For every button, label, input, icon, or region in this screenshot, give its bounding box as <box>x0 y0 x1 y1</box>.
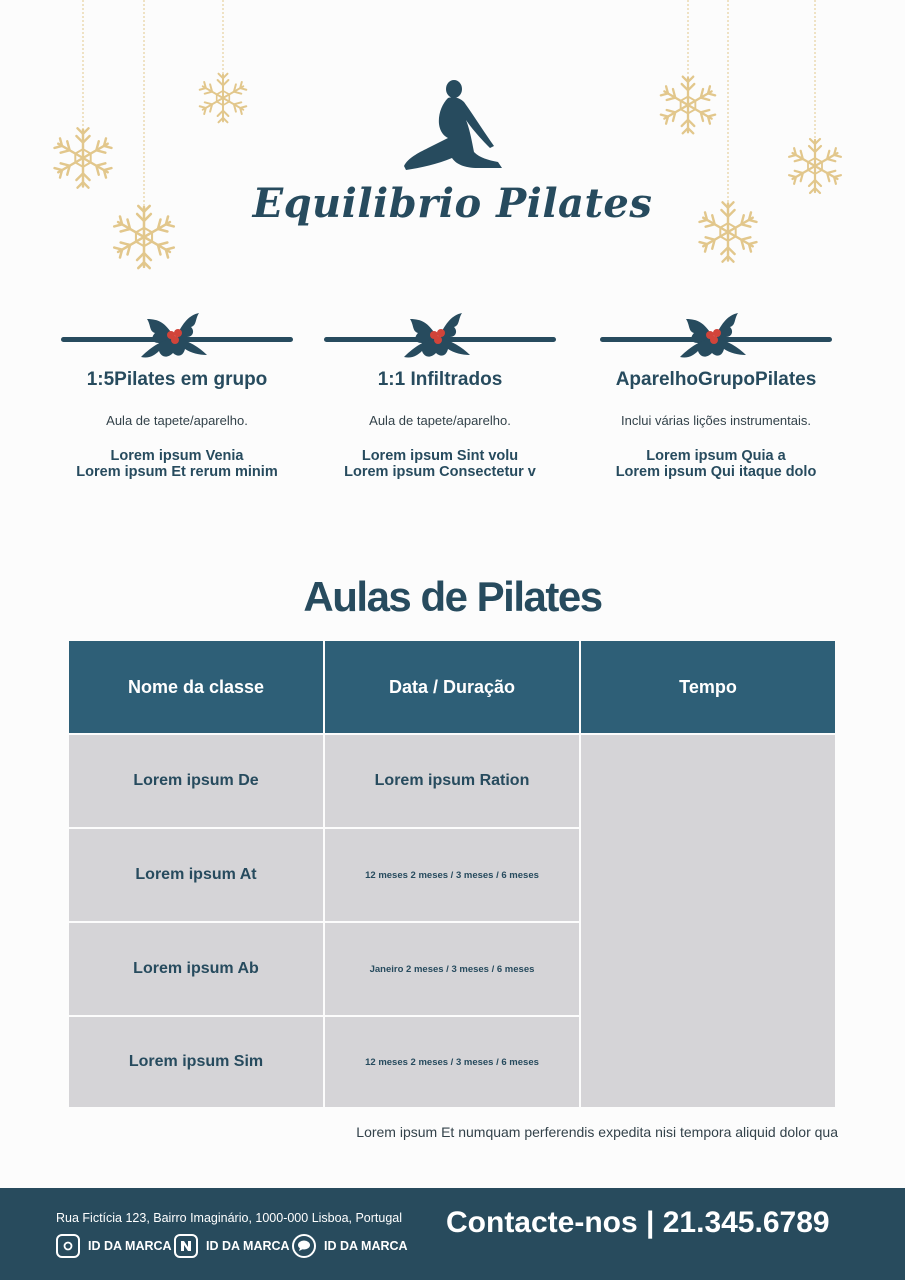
table-cell-time-merged <box>581 735 835 1107</box>
header-class-name: Nome da classe <box>69 641 323 733</box>
table-cell-class-name: Lorem ipsum At <box>69 829 323 921</box>
offer-title: AparelhoGrupoPilates <box>615 369 817 390</box>
offer-title: 1:1 Infiltrados <box>377 369 503 390</box>
offer-line-2: Lorem ipsum Consectetur v <box>344 464 536 480</box>
holly-divider <box>57 305 297 361</box>
holly-divider <box>320 305 560 361</box>
social-instagram[interactable] <box>56 1234 172 1258</box>
table-cell-class-name: Lorem ipsum Ab <box>69 923 323 1015</box>
header-date-duration: Data / Duração <box>325 641 579 733</box>
talk-chat-icon <box>292 1234 316 1258</box>
holly-icon <box>392 305 488 361</box>
offer-column-3 <box>596 305 836 480</box>
header-time: Tempo <box>581 641 835 733</box>
holly-icon <box>129 305 225 361</box>
schedule-title: Aulas de Pilates <box>303 573 602 620</box>
contact-phone[interactable]: Contacte-nos | 21.345.6789 <box>446 1206 830 1239</box>
table-cell-date: 12 meses 2 meses / 3 meses / 6 meses <box>325 1017 579 1107</box>
address: Rua Fictícia 123, Bairro Imaginário, 1000-000 Lisboa, Portugal <box>56 1211 403 1225</box>
offer-title: 1:5Pilates em grupo <box>86 369 268 390</box>
social-label: ID DA MARCA <box>324 1239 408 1253</box>
holly-icon <box>668 305 764 361</box>
social-naver[interactable] <box>174 1234 290 1258</box>
table-cell-date: 12 meses 2 meses / 3 meses / 6 meses <box>325 829 579 921</box>
table-cell-date: Lorem ipsum Ration <box>325 735 579 827</box>
offer-subtitle: Aula de tapete/aparelho. <box>369 413 511 428</box>
footer <box>0 1188 905 1280</box>
offer-line-2: Lorem ipsum Qui itaque dolo <box>615 464 817 480</box>
social-talk[interactable] <box>292 1234 408 1258</box>
offer-column-1 <box>57 305 297 480</box>
brand-name: Equilibrio Pilates <box>252 180 653 227</box>
offer-line-2: Lorem ipsum Et rerum minim <box>76 464 278 480</box>
offer-line-1: Lorem ipsum Venia <box>110 448 244 464</box>
schedule-footnote: Lorem ipsum Et numquam perferendis expedita nisi tempora aliquid dolor qua <box>356 1124 838 1140</box>
table-cell-date: Janeiro 2 meses / 3 meses / 6 meses <box>325 923 579 1015</box>
social-label: ID DA MARCA <box>206 1239 290 1253</box>
naver-icon <box>174 1234 198 1258</box>
pilates-figure-logo-icon <box>398 78 508 174</box>
offer-subtitle: Inclui várias lições instrumentais. <box>620 413 812 428</box>
offer-line-1: Lorem ipsum Sint volu <box>361 448 519 464</box>
offer-subtitle: Aula de tapete/aparelho. <box>106 413 248 428</box>
social-label: ID DA MARCA <box>88 1239 172 1253</box>
instagram-icon <box>56 1234 80 1258</box>
offer-column-2 <box>320 305 560 480</box>
table-cell-class-name: Lorem ipsum Sim <box>69 1017 323 1107</box>
holly-divider <box>596 305 836 361</box>
table-cell-class-name: Lorem ipsum De <box>69 735 323 827</box>
schedule-table <box>69 641 835 1107</box>
offer-line-1: Lorem ipsum Quia a <box>646 448 786 464</box>
